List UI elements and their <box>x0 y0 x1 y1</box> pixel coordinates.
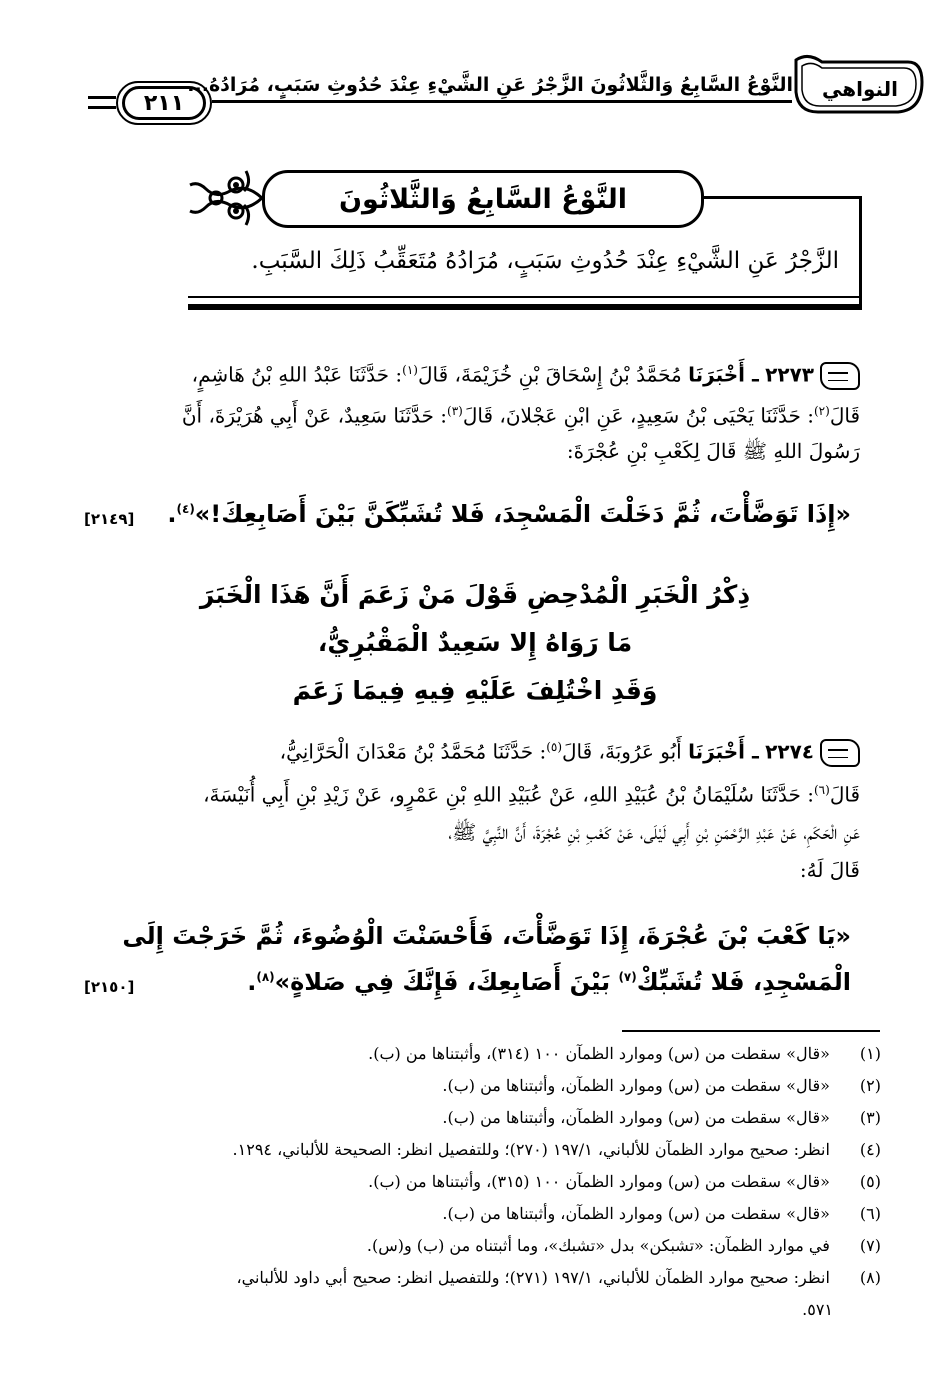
section-heading-line: ذِكْرُ الْخَبَرِ الْمُدْحِضِ قَوْلَ مَنْ زَعَمَ أَنَّ هَذَا الْخَبَرَ <box>199 580 751 609</box>
footnote-text: «قال» سقطت من (س) وموارد الظمآن، وأثبتناها من (ب). <box>442 1204 830 1223</box>
footnote-text: في موارد الظمآن: «تشبكن» بدل «تشبك»، وما أثبتناه من (ب) و(س). <box>366 1236 830 1255</box>
isnad-text: : حَدَّثَنَا سُلَيْمَانُ بْنُ عُبَيْدِ اللهِ، عَنْ عُبَيْدِ اللهِ بْنِ عَمْرٍو، عَنْ زَيْدِ بْنِ أَبِي أُنَيْسَةَ، <box>203 782 814 807</box>
footnote <box>81 1136 881 1164</box>
hadith-number: ٢٢٧٤ <box>765 739 814 764</box>
footnote-text: انظر: صحيح موارد الظمآن للألباني، ١٩٧/١ (٢٧١)؛ وللتفصيل انظر: صحيح أبي داود للألباني، <box>236 1268 830 1287</box>
hadith-matn: «إِذَا تَوَضَّأْتَ، ثُمَّ دَخَلْتَ الْمَسْجِدَ، فَلا تُشَبِّكَنَّ بَيْنَ أَصَابِعِكَ!» <box>194 500 851 528</box>
page-number: ٢١١ <box>122 86 206 120</box>
isnad-text: أَبُو عَرُوبَةَ، قَالَ <box>562 739 682 764</box>
footnote-ref: (٣) <box>447 403 463 418</box>
footnote-ref: (١) <box>402 363 418 377</box>
isnad-text: : حَدَّثَنَا عَبْدُ اللهِ بْنُ هَاشِمٍ، <box>191 362 403 387</box>
isnad-text: قَالَ لَهُ: <box>799 858 860 883</box>
header-rule-left-bottom <box>88 106 116 109</box>
footnote-number: (١) <box>859 1044 881 1063</box>
footnote-ref: (٤) <box>176 502 195 516</box>
footnote <box>81 1072 881 1100</box>
footnote-ref: (٧) <box>618 970 637 984</box>
hadith-2274-text-line2: الْمَسْجِدِ، فَلا تُشَبِّكْ$^{(٧)}$ بَيْنَ أَصَابِعِكَ، فَإِنَّكَ فِي صَلاةٍ»$^{(٨)}$. <box>247 968 851 996</box>
title-frame-top <box>704 196 862 199</box>
footnote-ref: (٢) <box>813 403 830 418</box>
hadith-number: ٢٢٧٣ <box>765 362 814 387</box>
hadith-2273-isnad <box>90 352 860 469</box>
footnote-ref: (٦) <box>813 782 830 797</box>
isnad-text: : حَدَّثَنَا سَعِيدٌ، عَنْ أَبِي هُرَيْرَةَ، أَنَّ <box>181 403 448 428</box>
isnad-text: عَنِ الْحَكَمِ، عَنْ عَبْدِ الرَّحْمَنِ بْنِ أَبِي لَيْلَى، عَنْ كَعْبِ بْنِ عُجْرَةَ، أَنَّ النَّبِيَّ ﷺ، <box>448 820 860 845</box>
chapter-title: النَّوْعُ السَّابِعُ وَالثَّلاثُونَ <box>262 170 704 228</box>
header-rule-left-top <box>88 96 116 99</box>
hadith-2273-ref: [٢١٤٩] <box>84 510 135 528</box>
footnote-text: انظر: صحيح موارد الظمآن للألباني، ١٩٧/١ (٢٧٠)؛ وللتفصيل انظر: الصحيحة للألباني، ١٢٩٤. <box>232 1140 830 1159</box>
isnad-text: : حَدَّثَنَا مُحَمَّدُ بْنُ مَعْدَانَ الْحَرَّانِيُّ، <box>279 739 547 764</box>
footnote-number: (٦) <box>859 1204 881 1223</box>
akhbarana: ـ أَخْبَرَنَا <box>688 362 759 387</box>
footnote-number: (٤) <box>859 1140 881 1159</box>
chapter-subtitle: الزَّجْرُ عَنِ الشَّيْءِ عِنْدَ حُدُوثِ سَبَبٍ، مُرَادُهُ مُتَعَقِّبُ ذَلِكَ السَّبَبِ. <box>251 248 839 274</box>
footnote <box>81 1232 881 1260</box>
header-rule <box>212 100 792 103</box>
title-frame-right <box>859 196 862 306</box>
footnote-rule <box>622 1030 880 1032</box>
footnote-text: «قال» سقطت من (س) وموارد الظمآن ١٠٠ (٣١٥)، وأثبتناها من (ب). <box>368 1172 830 1191</box>
footnote-number: (٨) <box>859 1268 881 1287</box>
hadith-2274-isnad <box>90 728 860 889</box>
isnad-text: قَالَ <box>829 782 860 807</box>
badge-label: النواهي <box>821 77 899 101</box>
hadith-2273-text: «إِذَا تَوَضَّأْتَ، ثُمَّ دَخَلْتَ الْمَسْجِدَ، فَلا تُشَبِّكَنَّ بَيْنَ أَصَابِعِكَ!»$^{(٤)}$. <box>167 500 851 528</box>
isnad-text: قَالَ <box>829 403 860 428</box>
footnote-ref: (٥) <box>546 740 563 754</box>
hadith-badge-icon <box>820 362 860 390</box>
footnote <box>81 1168 881 1196</box>
footnote <box>81 1040 881 1068</box>
hadith-2274-text-line1: «يَا كَعْبَ بْنَ عُجْرَةَ، إِذَا تَوَضَّأْتَ، فَأَحْسَنْتَ الْوُضُوءَ، ثُمَّ خَرَجْتَ إِلَى <box>122 922 851 950</box>
hadith-2274-ref: [٢١٥٠] <box>84 978 135 996</box>
footnote-number: (٢) <box>859 1076 881 1095</box>
footnote-continuation: ٥٧١. <box>802 1300 833 1319</box>
section-heading-line: مَا رَوَاهُ إِلا سَعِيدٌ الْمَقْبُرِيُّ، <box>317 628 633 657</box>
footnote-number: (٥) <box>859 1172 881 1191</box>
hadith-badge-icon <box>820 739 860 767</box>
ornament-icon <box>186 163 264 233</box>
footnote-number: (٣) <box>859 1108 881 1127</box>
footnote <box>81 1264 881 1292</box>
section-rule-thick <box>188 304 862 310</box>
section-badge-icon <box>788 52 928 122</box>
section-rule-thin <box>188 296 862 298</box>
isnad-text: رَسُولَ اللهِ ﷺ قَالَ لِكَعْبِ بْنِ عُجْرَةَ: <box>566 439 860 464</box>
isnad-text: : حَدَّثَنَا يَحْيَى بْنُ سَعِيدٍ، عَنِ ابْنِ عَجْلانَ، قَالَ <box>462 403 814 428</box>
footnote-text: «قال» سقطت من (س) وموارد الظمآن، وأثبتناها من (ب). <box>442 1108 830 1127</box>
footnote <box>81 1200 881 1228</box>
hadith-matn: الْمَسْجِدِ، فَلا تُشَبِّكْ <box>636 968 851 996</box>
footnote-number: (٧) <box>859 1236 881 1255</box>
hadith-matn: بَيْنَ أَصَابِعِكَ، فَإِنَّكَ فِي صَلاةٍ» <box>274 968 619 996</box>
isnad-text: مُحَمَّدُ بْنُ إِسْحَاقَ بْنِ خُزَيْمَةَ، قَالَ <box>417 362 682 387</box>
footnote-text: «قال» سقطت من (س) وموارد الظمآن ١٠٠ (٣١٤)، وأثبتناها من (ب). <box>368 1044 830 1063</box>
akhbarana: ـ أَخْبَرَنَا <box>688 739 759 764</box>
footnote-ref: (٨) <box>256 970 275 984</box>
footnote <box>81 1104 881 1132</box>
section-heading-line: وَقَدِ اخْتُلِفَ عَلَيْهِ فِيهِ فِيمَا زَعَمَ <box>292 676 658 705</box>
footnote-text: «قال» سقطت من (س) وموارد الظمآن، وأثبتناها من (ب). <box>442 1076 830 1095</box>
running-title: النَّوْعُ السَّابِعُ وَالثَّلاثُونَ الزَّجْرُ عَنِ الشَّيْءِ عِنْدَ حُدُوثِ سَبَبٍ، مُرَادُهُ... <box>187 74 793 96</box>
